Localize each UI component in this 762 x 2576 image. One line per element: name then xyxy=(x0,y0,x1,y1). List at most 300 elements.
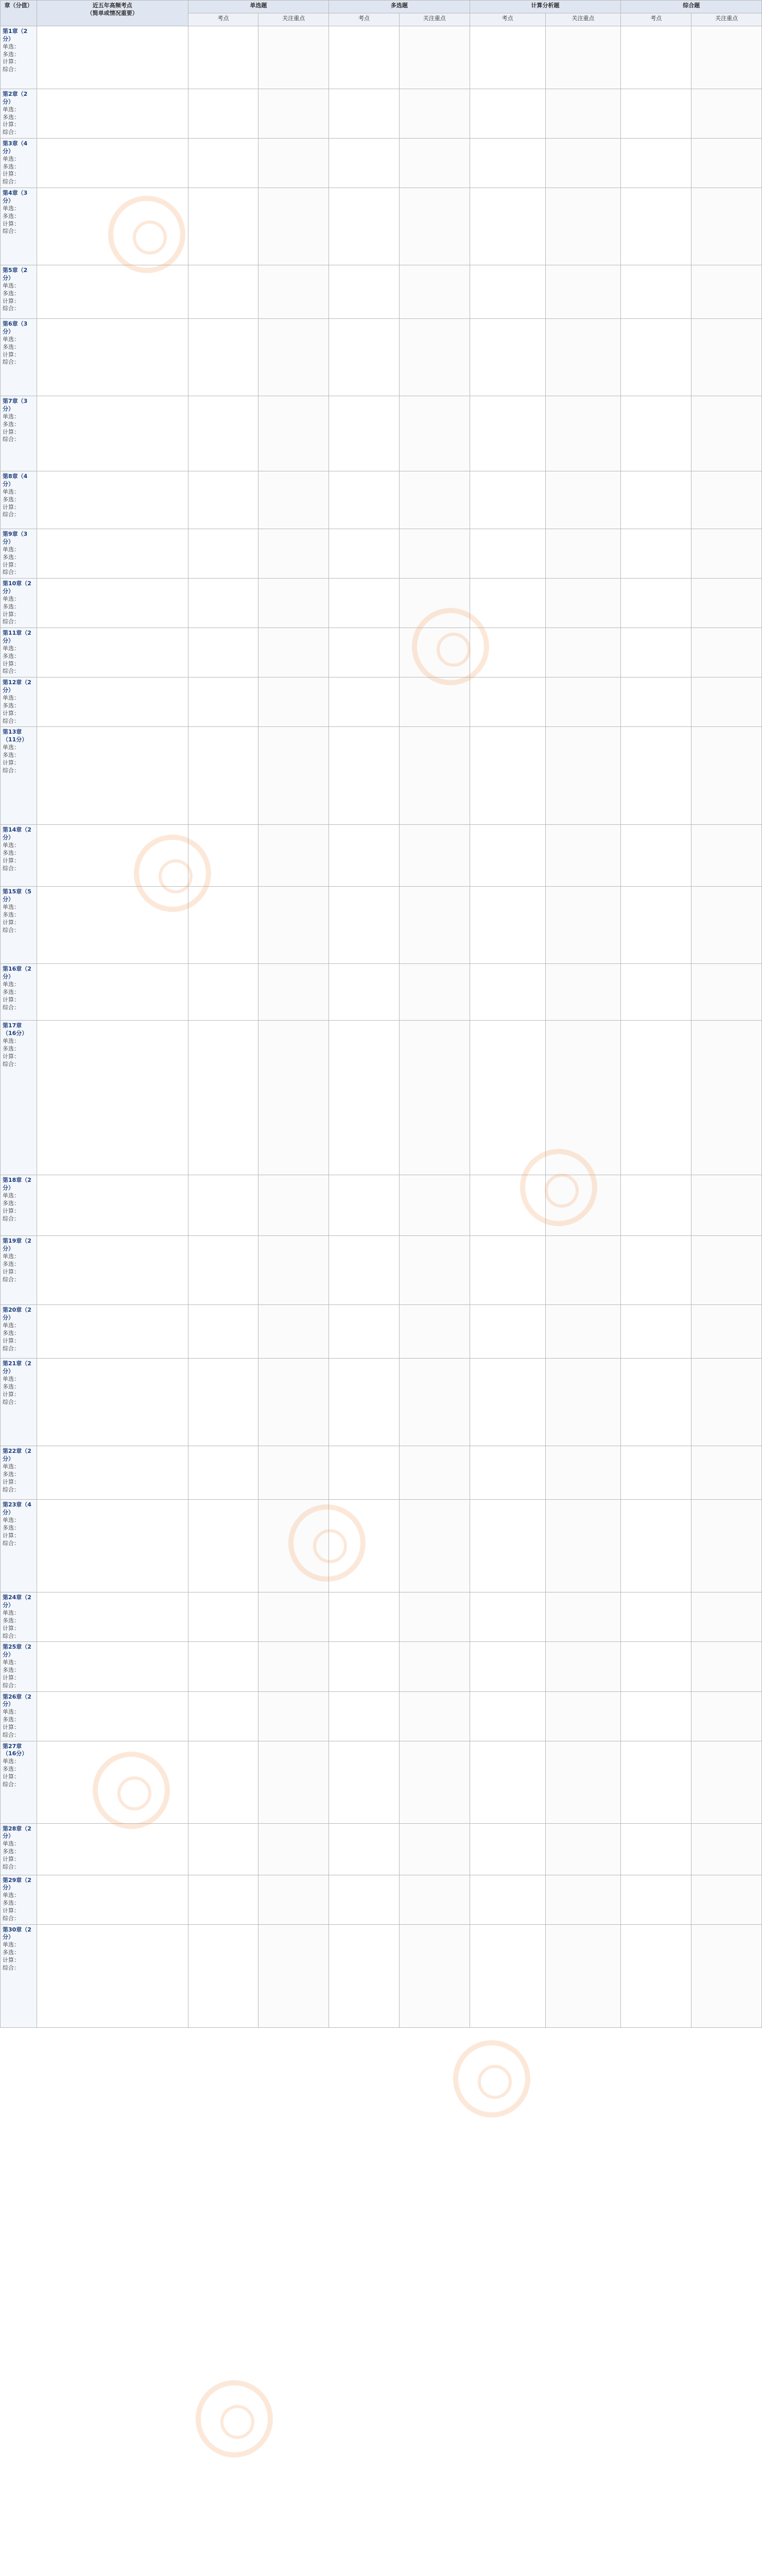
calc-focus-cell xyxy=(545,319,621,396)
single-point-cell xyxy=(188,1021,258,1175)
subheader-focus: 关注重点 xyxy=(691,13,762,26)
topic-cell xyxy=(37,628,188,677)
chapter-row xyxy=(1,1592,762,1642)
single-focus-cell xyxy=(258,1175,329,1236)
single-point-cell xyxy=(188,89,258,139)
calc-point-cell xyxy=(470,265,545,319)
chapter-score-line: 计算： xyxy=(3,759,20,766)
comp-focus-cell xyxy=(691,1021,762,1175)
chapter-row xyxy=(1,1175,762,1236)
calc-focus-cell xyxy=(545,1359,621,1446)
calc-focus-cell xyxy=(545,1741,621,1823)
topic-cell xyxy=(37,319,188,396)
comp-focus-cell xyxy=(691,677,762,727)
chapter-title: 第13章（11分） xyxy=(3,728,28,743)
chapter-score-line: 综合： xyxy=(3,1060,20,1067)
comp-point-cell xyxy=(621,1924,691,2027)
chapter-score-line: 综合： xyxy=(3,1398,20,1405)
chapter-score-line: 综合： xyxy=(3,1914,20,1922)
comp-focus-cell xyxy=(691,1875,762,1924)
chapter-score-line: 综合： xyxy=(3,1632,20,1639)
single-point-cell xyxy=(188,319,258,396)
chapter-score-line: 计算： xyxy=(3,1723,20,1731)
calc-focus-cell xyxy=(545,1875,621,1924)
chapter-cell xyxy=(1,1021,37,1175)
comp-point-cell xyxy=(621,1691,691,1741)
chapter-row xyxy=(1,1236,762,1305)
calc-focus-cell xyxy=(545,265,621,319)
chapter-score-line: 多选： xyxy=(3,212,20,219)
topic-cell xyxy=(37,471,188,529)
single-focus-cell xyxy=(258,677,329,727)
chapter-score-line: 计算： xyxy=(3,220,20,227)
topic-cell xyxy=(37,887,188,964)
chapter-score-line: 单选： xyxy=(3,1840,20,1848)
comp-point-cell xyxy=(621,1175,691,1236)
single-focus-cell xyxy=(258,319,329,396)
chapter-score-line: 计算： xyxy=(3,1624,20,1632)
chapter-title: 第20章（2分） xyxy=(3,1307,31,1321)
chapter-title: 第29章（2分） xyxy=(3,1876,31,1891)
topic-cell xyxy=(37,1741,188,1823)
chapter-score-line: 多选： xyxy=(3,163,20,170)
watermark-logo xyxy=(196,2380,273,2458)
multi-point-cell xyxy=(329,1691,400,1741)
chapter-row xyxy=(1,1359,762,1446)
chapter-row xyxy=(1,727,762,825)
chapter-score-line: 计算： xyxy=(3,611,20,618)
single-point-cell xyxy=(188,1875,258,1924)
topic-cell xyxy=(37,1305,188,1359)
chapter-title: 第18章（2分） xyxy=(3,1177,31,1192)
chapter-row xyxy=(1,1691,762,1741)
chapter-score-line: 计算： xyxy=(3,171,20,178)
calc-focus-cell xyxy=(545,1175,621,1236)
topic-cell xyxy=(37,1021,188,1175)
group-header-single: 单选题 xyxy=(188,1,329,13)
chapter-score-line: 综合： xyxy=(3,1276,20,1283)
calc-focus-cell xyxy=(545,471,621,529)
single-point-cell xyxy=(188,265,258,319)
chapter-score-line: 多选： xyxy=(3,553,20,561)
comp-focus-cell xyxy=(691,1823,762,1875)
calc-point-cell xyxy=(470,1741,545,1823)
topic-cell xyxy=(37,26,188,89)
chapter-cell xyxy=(1,1691,37,1741)
chapter-score-line: 计算： xyxy=(3,1207,20,1214)
calc-point-cell xyxy=(470,26,545,89)
chapter-score-line: 综合： xyxy=(3,1345,20,1352)
topic-cell xyxy=(37,825,188,887)
calc-point-cell xyxy=(470,1823,545,1875)
comp-point-cell xyxy=(621,396,691,471)
single-focus-cell xyxy=(258,964,329,1021)
comp-focus-cell xyxy=(691,89,762,139)
topic-cell xyxy=(37,139,188,188)
subheader-focus: 关注重点 xyxy=(399,13,470,26)
chapter-cell xyxy=(1,471,37,529)
single-point-cell xyxy=(188,1823,258,1875)
chapter-cell xyxy=(1,727,37,825)
multi-focus-cell xyxy=(399,26,470,89)
single-point-cell xyxy=(188,1642,258,1691)
multi-focus-cell xyxy=(399,1875,470,1924)
comp-point-cell xyxy=(621,1823,691,1875)
calc-point-cell xyxy=(470,1875,545,1924)
chapter-cell xyxy=(1,677,37,727)
chapter-score-line: 计算： xyxy=(3,1674,20,1681)
comp-point-cell xyxy=(621,1446,691,1500)
comp-focus-cell xyxy=(691,628,762,677)
chapter-score-line: 综合： xyxy=(3,1682,20,1689)
single-focus-cell xyxy=(258,887,329,964)
calc-focus-cell xyxy=(545,26,621,89)
chapter-cell xyxy=(1,1592,37,1642)
single-point-cell xyxy=(188,26,258,89)
chapter-title: 第26章（2分） xyxy=(3,1693,31,1708)
multi-point-cell xyxy=(329,1236,400,1305)
chapter-title: 第12章（2分） xyxy=(3,679,31,694)
chapter-score-line: 多选： xyxy=(3,1199,20,1207)
calc-focus-cell xyxy=(545,529,621,579)
chapter-score-line: 综合： xyxy=(3,1863,20,1870)
syllabus-rows xyxy=(1,26,762,2028)
chapter-cell xyxy=(1,825,37,887)
single-point-cell xyxy=(188,1305,258,1359)
comp-point-cell xyxy=(621,188,691,265)
multi-focus-cell xyxy=(399,471,470,529)
chapter-score-line: 综合： xyxy=(3,618,20,625)
chapter-score-line: 单选： xyxy=(3,43,20,50)
chapter-score-line: 多选： xyxy=(3,911,20,918)
group-header-calc: 计算分析题 xyxy=(470,1,621,13)
chapter-cell xyxy=(1,319,37,396)
topic-cell xyxy=(37,1875,188,1924)
chapter-score-line: 单选： xyxy=(3,282,20,289)
subheader-point: 考点 xyxy=(470,13,545,26)
multi-point-cell xyxy=(329,1021,400,1175)
chapter-title: 第19章（2分） xyxy=(3,1238,31,1252)
chapter-cell xyxy=(1,1875,37,1924)
single-focus-cell xyxy=(258,1500,329,1592)
chapter-score-line: 计算： xyxy=(3,1957,20,1963)
single-focus-cell xyxy=(258,396,329,471)
chapter-title: 第11章（2分） xyxy=(3,630,31,645)
chapter-score-line: 多选： xyxy=(3,343,20,350)
comp-point-cell xyxy=(621,727,691,825)
chapter-score-line: 单选： xyxy=(3,1376,20,1383)
comp-point-cell xyxy=(621,579,691,628)
calc-focus-cell xyxy=(545,579,621,628)
comp-focus-cell xyxy=(691,471,762,529)
multi-focus-cell xyxy=(399,727,470,825)
multi-point-cell xyxy=(329,1305,400,1359)
comp-point-cell xyxy=(621,825,691,887)
chapter-title: 第5章（2分） xyxy=(3,267,28,281)
chapter-title: 第17章（16分） xyxy=(3,1022,28,1037)
calc-point-cell xyxy=(470,677,545,727)
single-focus-cell xyxy=(258,1359,329,1446)
topic-cell xyxy=(37,89,188,139)
chapter-row xyxy=(1,1305,762,1359)
multi-point-cell xyxy=(329,26,400,89)
chapter-score-line: 多选： xyxy=(3,652,20,659)
calc-focus-cell xyxy=(545,1691,621,1741)
multi-point-cell xyxy=(329,139,400,188)
chapter-score-line: 计算： xyxy=(3,121,20,128)
single-point-cell xyxy=(188,188,258,265)
comp-focus-cell xyxy=(691,1305,762,1359)
multi-point-cell xyxy=(329,628,400,677)
single-point-cell xyxy=(188,1446,258,1500)
chapter-cell xyxy=(1,89,37,139)
comp-focus-cell xyxy=(691,1446,762,1500)
multi-focus-cell xyxy=(399,628,470,677)
single-point-cell xyxy=(188,471,258,529)
comp-focus-cell xyxy=(691,1359,762,1446)
calc-point-cell xyxy=(470,1592,545,1642)
single-focus-cell xyxy=(258,1305,329,1359)
comp-point-cell xyxy=(621,1021,691,1175)
comp-point-cell xyxy=(621,89,691,139)
multi-point-cell xyxy=(329,825,400,887)
multi-point-cell xyxy=(329,887,400,964)
single-point-cell xyxy=(188,1236,258,1305)
chapter-score-line: 多选： xyxy=(3,988,20,995)
calc-point-cell xyxy=(470,1500,545,1592)
chapter-title: 第28章（2分） xyxy=(3,1825,31,1840)
calc-point-cell xyxy=(470,529,545,579)
single-point-cell xyxy=(188,1924,258,2027)
calc-point-cell xyxy=(470,1305,545,1359)
multi-focus-cell xyxy=(399,579,470,628)
multi-point-cell xyxy=(329,1500,400,1592)
chapter-score-line: 单选： xyxy=(3,1463,20,1470)
chapter-score-line: 综合： xyxy=(3,668,20,675)
chapter-score-line: 单选： xyxy=(3,155,20,162)
comp-focus-cell xyxy=(691,1500,762,1592)
comp-point-cell xyxy=(621,1236,691,1305)
comp-focus-cell xyxy=(691,529,762,579)
topic-header xyxy=(37,1,188,26)
multi-focus-cell xyxy=(399,1500,470,1592)
chapter-score-line: 综合： xyxy=(3,569,20,576)
chapter-score-line: 多选： xyxy=(3,50,20,58)
chapter-cell xyxy=(1,579,37,628)
multi-point-cell xyxy=(329,1359,400,1446)
corner-header: 章（分值） xyxy=(1,1,37,26)
multi-focus-cell xyxy=(399,1823,470,1875)
comp-focus-cell xyxy=(691,1741,762,1823)
chapter-title: 第15章（5分） xyxy=(3,888,31,903)
chapter-row xyxy=(1,139,762,188)
multi-focus-cell xyxy=(399,1021,470,1175)
chapter-row xyxy=(1,188,762,265)
chapter-score-line: 计算： xyxy=(3,351,20,358)
single-focus-cell xyxy=(258,1236,329,1305)
calc-point-cell xyxy=(470,887,545,964)
single-focus-cell xyxy=(258,1446,329,1500)
single-focus-cell xyxy=(258,825,329,887)
single-point-cell xyxy=(188,1691,258,1741)
single-focus-cell xyxy=(258,1924,329,2027)
comp-focus-cell xyxy=(691,265,762,319)
comp-point-cell xyxy=(621,677,691,727)
chapter-score-line: 多选： xyxy=(3,1617,20,1624)
single-focus-cell xyxy=(258,1741,329,1823)
chapter-score-line: 综合： xyxy=(3,767,20,774)
single-point-cell xyxy=(188,677,258,727)
chapter-score-line: 单选： xyxy=(3,1517,20,1524)
comp-focus-cell xyxy=(691,1924,762,2027)
subheader-point: 考点 xyxy=(621,13,691,26)
chapter-score-line: 计算： xyxy=(3,428,20,435)
calc-point-cell xyxy=(470,139,545,188)
single-focus-cell xyxy=(258,26,329,89)
single-point-cell xyxy=(188,628,258,677)
comp-focus-cell xyxy=(691,139,762,188)
topic-cell xyxy=(37,1691,188,1741)
chapter-score-line: 计算： xyxy=(3,1337,20,1344)
chapter-score-line: 综合： xyxy=(3,1004,20,1011)
chapter-row xyxy=(1,1924,762,2027)
chapter-score-line: 单选： xyxy=(3,842,20,849)
comp-focus-cell xyxy=(691,396,762,471)
multi-focus-cell xyxy=(399,677,470,727)
single-focus-cell xyxy=(258,1592,329,1642)
chapter-row xyxy=(1,628,762,677)
multi-focus-cell xyxy=(399,89,470,139)
single-focus-cell xyxy=(258,471,329,529)
multi-focus-cell xyxy=(399,1359,470,1446)
chapter-score-line: 计算： xyxy=(3,503,20,511)
chapter-cell xyxy=(1,1175,37,1236)
chapter-score-line: 单选： xyxy=(3,694,20,701)
chapter-title: 第6章（3分） xyxy=(3,320,28,335)
chapter-score-line: 综合： xyxy=(3,1486,20,1493)
chapter-score-line: 单选： xyxy=(3,981,20,988)
chapter-title: 第24章（2分） xyxy=(3,1594,31,1609)
chapter-score-line: 多选： xyxy=(3,1383,20,1390)
single-point-cell xyxy=(188,1359,258,1446)
multi-focus-cell xyxy=(399,1305,470,1359)
chapter-row xyxy=(1,396,762,471)
chapter-score-line: 计算： xyxy=(3,561,20,568)
calc-focus-cell xyxy=(545,89,621,139)
chapter-score-line: 计算： xyxy=(3,1478,20,1485)
comp-point-cell xyxy=(621,628,691,677)
calc-point-cell xyxy=(470,825,545,887)
comp-point-cell xyxy=(621,1500,691,1592)
multi-point-cell xyxy=(329,1823,400,1875)
chapter-title: 第9章（3分） xyxy=(3,531,28,545)
calc-focus-cell xyxy=(545,727,621,825)
multi-point-cell xyxy=(329,396,400,471)
comp-focus-cell xyxy=(691,887,762,964)
chapter-score-line: 多选： xyxy=(3,1524,20,1531)
chapter-row xyxy=(1,1823,762,1875)
single-point-cell xyxy=(188,1592,258,1642)
calc-focus-cell xyxy=(545,964,621,1021)
chapter-score-line: 单选： xyxy=(3,904,20,911)
calc-focus-cell xyxy=(545,628,621,677)
calc-point-cell xyxy=(470,1236,545,1305)
chapter-title: 第21章（2分） xyxy=(3,1360,31,1375)
single-point-cell xyxy=(188,579,258,628)
comp-point-cell xyxy=(621,139,691,188)
calc-point-cell xyxy=(470,628,545,677)
chapter-score-line: 多选： xyxy=(3,113,20,121)
comp-point-cell xyxy=(621,887,691,964)
topic-header-sub: （简单或情况重要） xyxy=(86,9,138,16)
chapter-cell xyxy=(1,1823,37,1875)
calc-point-cell xyxy=(470,1642,545,1691)
chapter-cell xyxy=(1,265,37,319)
chapter-row xyxy=(1,1741,762,1823)
topic-cell xyxy=(37,188,188,265)
chapter-score-line: 计算： xyxy=(3,1268,20,1275)
calc-point-cell xyxy=(470,396,545,471)
single-point-cell xyxy=(188,396,258,471)
multi-point-cell xyxy=(329,964,400,1021)
chapter-score-line: 单选： xyxy=(3,744,20,751)
chapter-score-line: 综合： xyxy=(3,865,20,872)
multi-focus-cell xyxy=(399,964,470,1021)
calc-point-cell xyxy=(470,471,545,529)
multi-point-cell xyxy=(329,265,400,319)
chapter-row xyxy=(1,579,762,628)
chapter-score-line: 单选： xyxy=(3,106,20,113)
multi-point-cell xyxy=(329,579,400,628)
chapter-score-line: 单选： xyxy=(3,1892,20,1899)
chapter-score-line: 多选： xyxy=(3,1329,20,1336)
single-point-cell xyxy=(188,1175,258,1236)
chapter-score-line: 计算： xyxy=(3,996,20,1003)
comp-point-cell xyxy=(621,1875,691,1924)
chapter-title: 第14章（2分） xyxy=(3,826,31,841)
calc-focus-cell xyxy=(545,1305,621,1359)
chapter-score-line: 单选： xyxy=(3,1253,20,1260)
calc-focus-cell xyxy=(545,1446,621,1500)
chapter-cell xyxy=(1,628,37,677)
chapter-score-line: 单选： xyxy=(3,1322,20,1329)
calc-focus-cell xyxy=(545,1592,621,1642)
comp-focus-cell xyxy=(691,26,762,89)
chapter-row xyxy=(1,471,762,529)
comp-focus-cell xyxy=(691,964,762,1021)
chapter-score-line: 多选： xyxy=(3,751,20,758)
chapter-score-line: 多选： xyxy=(3,1470,20,1478)
topic-cell xyxy=(37,1446,188,1500)
topic-cell xyxy=(37,1592,188,1642)
topic-cell xyxy=(37,1236,188,1305)
calc-focus-cell xyxy=(545,1500,621,1592)
topic-header-title: 近五年高频考点 xyxy=(92,2,132,9)
chapter-score-line: 综合： xyxy=(3,178,20,185)
chapter-score-line: 多选： xyxy=(3,1900,20,1907)
calc-point-cell xyxy=(470,964,545,1021)
topic-cell xyxy=(37,1500,188,1592)
chapter-score-line: 计算： xyxy=(3,1773,20,1780)
chapter-row xyxy=(1,1500,762,1592)
comp-focus-cell xyxy=(691,319,762,396)
comp-point-cell xyxy=(621,529,691,579)
chapter-score-line: 计算： xyxy=(3,709,20,717)
topic-cell xyxy=(37,677,188,727)
subheader-point: 考点 xyxy=(329,13,400,26)
chapter-score-line: 多选： xyxy=(3,849,20,856)
subheader-focus: 关注重点 xyxy=(258,13,329,26)
